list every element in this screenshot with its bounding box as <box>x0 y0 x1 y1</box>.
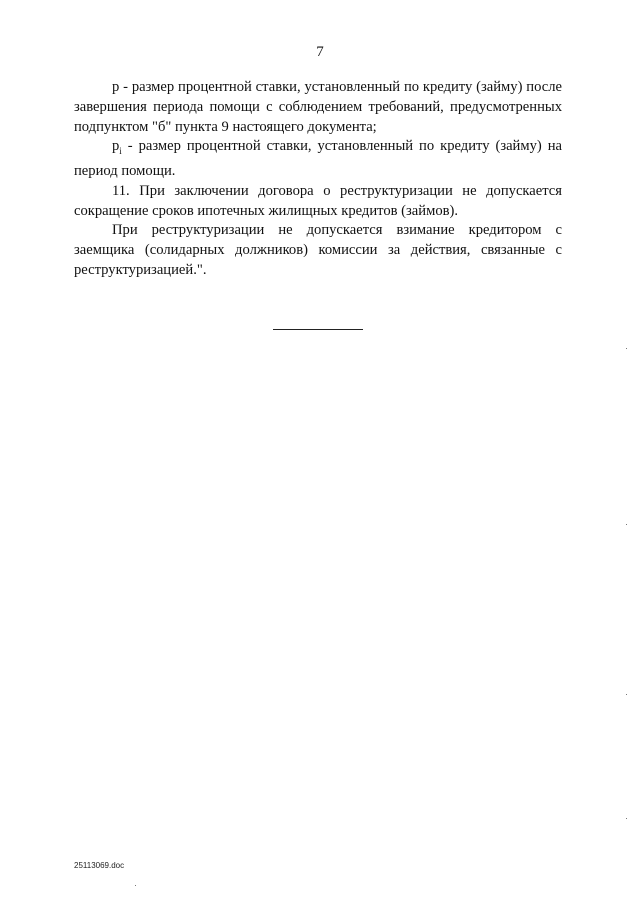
scan-speck <box>626 348 627 349</box>
end-separator-line <box>273 329 363 330</box>
footer-file-name: 25113069.doc <box>74 861 125 870</box>
paragraph-clause-11 <box>74 182 562 222</box>
paragraph-text: - размер процентной ставки, установленный по кредиту (займу) после завершения периода помощи с соблюдением требований, предусмотренных подпунктом "б" пункта 9 настоящего документа; <box>74 79 562 135</box>
scan-speck <box>626 694 627 695</box>
formula-symbol-p: p <box>112 79 120 95</box>
paragraph-text: 11. При заключении договора о реструктуризации не допускается сокращение сроков ипотечных жилищных кредитов (займов). <box>74 182 562 219</box>
page-number: 7 <box>316 44 324 60</box>
document-body <box>74 78 562 281</box>
paragraph-p-definition <box>74 78 562 137</box>
paragraph-text: - размер процентной ставки, установленный по кредиту (займу) на период помощи. <box>74 138 562 180</box>
scan-speck <box>135 885 136 886</box>
paragraph-commission-prohibition <box>74 221 562 280</box>
paragraph-pi-definition <box>74 137 562 182</box>
paragraph-text: При реструктуризации не допускается взимание кредитором с заемщика (солидарных должников) комиссии за действия, связанные с реструктуризацией.". <box>74 222 562 279</box>
formula-subscript-i: i <box>119 146 122 157</box>
formula-symbol-p: p <box>112 138 120 155</box>
scan-speck <box>626 818 627 819</box>
scan-speck <box>626 524 627 525</box>
